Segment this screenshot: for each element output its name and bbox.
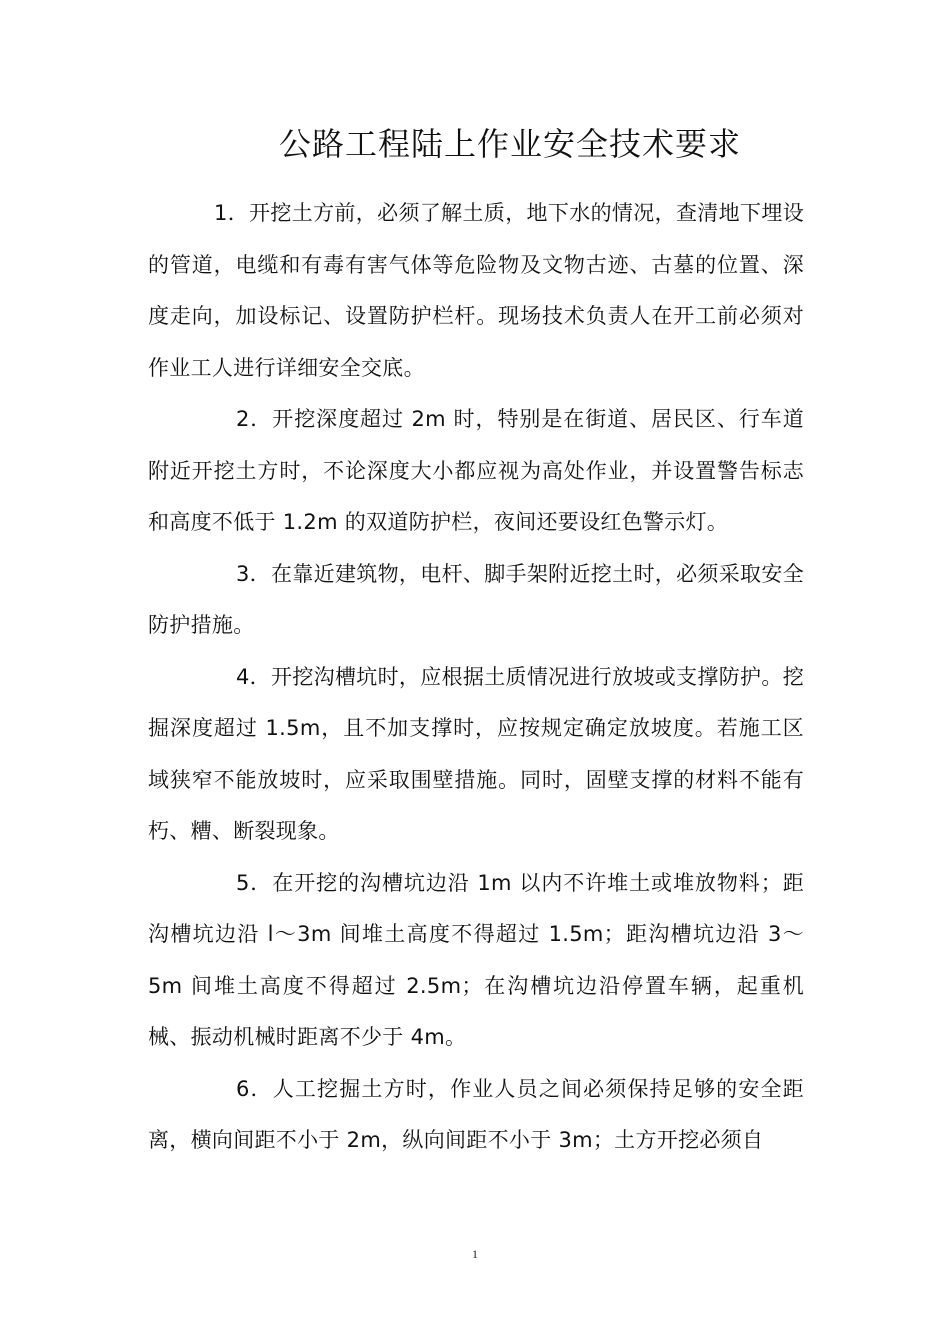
page-number: 1 <box>472 1247 478 1261</box>
paragraph-1: 1．开挖土方前，必须了解土质，地下水的情况，查清地下埋设的管道，电缆和有毒有害气体等危险物及文物古迹、古墓的位置、深度走向，加设标记、设置防护栏杆。现场技术负责人在开工前必须对作业工人进行详细安全交底。 <box>148 201 804 380</box>
paragraph-2: 2．开挖深度超过 2m 时，特别是在街道、居民区、行车道附近开挖土方时，不论深度大小都应视为高处作业，并设置警告标志和高度不低于 1.2m 的双道防护栏，夜间还要设红色警示灯。 <box>148 407 804 534</box>
paragraph-6: 6．人工挖掘土方时，作业人员之间必须保持足够的安全距离，横向间距不小于 2m，纵向间距不小于 3m；土方开挖必须自 <box>148 1076 804 1152</box>
document-body <box>148 188 804 1167</box>
paragraph-4: 4．开挖沟槽坑时，应根据土质情况进行放坡或支撑防护。挖掘深度超过 1.5m，且不加支撑时，应按规定确定放坡度。若施工区域狭窄不能放坡时，应采取围壁措施。同时，固壁支撑的材料不能有朽、糟、断裂现象。 <box>148 664 804 843</box>
document-title: 公路工程陆上作业安全技术要求 <box>278 125 741 163</box>
paragraph-3: 3．在靠近建筑物，电杆、脚手架附近挖土时，必须采取安全防护措施。 <box>148 561 804 637</box>
paragraph-5: 5．在开挖的沟槽坑边沿 1m 以内不许堆土或堆放物料；距沟槽坑边沿 l～3m 间堆土高度不得超过 1.5m；距沟槽坑边沿 3～5m 间堆土高度不得超过 2.5m；在沟槽坑边沿停置车辆，起重机械、振动机械时距离不少于 4m。 <box>148 870 804 1049</box>
